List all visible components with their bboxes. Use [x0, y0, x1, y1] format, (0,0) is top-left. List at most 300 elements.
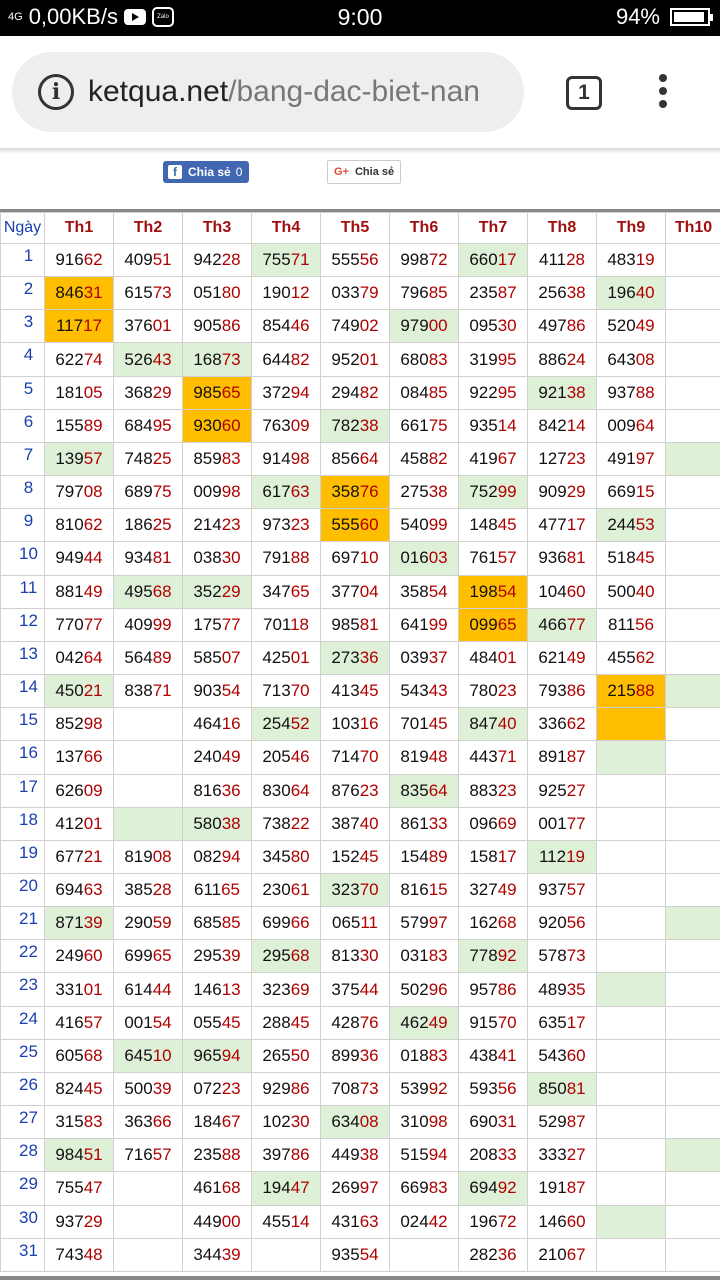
- table-row: [1, 310, 720, 343]
- prize-cell: [252, 1139, 321, 1172]
- prize-number-tail: 00: [428, 316, 448, 336]
- prize-number-tail: 38: [221, 813, 241, 833]
- prize-cell: [666, 873, 720, 906]
- day-link[interactable]: 8: [1, 476, 45, 509]
- day-link[interactable]: 30: [1, 1205, 45, 1238]
- prize-cell: [390, 840, 459, 873]
- prize-number-tail: 17: [497, 846, 517, 866]
- prize-cell: [459, 1006, 528, 1039]
- prize-number-tail: 38: [359, 1145, 379, 1165]
- prize-number-tail: 29: [83, 1211, 103, 1231]
- prize-cell: [45, 675, 114, 708]
- prize-number-tail: 40: [359, 813, 379, 833]
- prize-number-tail: 44: [83, 548, 103, 568]
- prize-cell: [45, 310, 114, 343]
- url-text[interactable]: [88, 74, 518, 110]
- prize-cell: [45, 409, 114, 442]
- prize-cell: [459, 310, 528, 343]
- prize-number-tail: 39: [221, 1244, 241, 1264]
- prize-cell: [45, 1139, 114, 1172]
- day-link[interactable]: 16: [1, 741, 45, 774]
- prize-number-tail: 86: [497, 979, 517, 999]
- prize-number-head: 743: [55, 1244, 84, 1264]
- prize-cell: [321, 1006, 390, 1039]
- prize-cell: [321, 244, 390, 277]
- prize-number-head: 102: [262, 1112, 291, 1132]
- prize-cell: [114, 1172, 183, 1205]
- prize-number-tail: 18: [290, 614, 310, 634]
- prize-cell: [183, 1006, 252, 1039]
- prize-cell: [390, 476, 459, 509]
- month-column-header: Th2: [114, 213, 183, 244]
- google-plus-share-button[interactable]: [327, 160, 401, 184]
- prize-number-head: 345: [262, 846, 291, 866]
- prize-cell: [528, 973, 597, 1006]
- prize-number-head: 368: [124, 382, 153, 402]
- prize-number-head: 543: [538, 1045, 567, 1065]
- prize-number-head: 644: [262, 349, 291, 369]
- prize-number-tail: 83: [428, 349, 448, 369]
- prize-cell: [183, 807, 252, 840]
- day-link[interactable]: 3: [1, 310, 45, 343]
- prize-cell: [114, 509, 183, 542]
- prize-number-tail: 99: [428, 515, 448, 535]
- prize-cell: [390, 409, 459, 442]
- prize-number-tail: 86: [290, 1078, 310, 1098]
- prize-number-tail: 07: [221, 647, 241, 667]
- prize-number-tail: 23: [497, 780, 517, 800]
- prize-cell: [252, 940, 321, 973]
- prize-number-tail: 45: [428, 714, 448, 734]
- prize-number-head: 184: [193, 1112, 222, 1132]
- prize-cell: [252, 708, 321, 741]
- prize-number-tail: 30: [359, 946, 379, 966]
- table-row: [1, 1006, 720, 1039]
- day-link[interactable]: 17: [1, 774, 45, 807]
- month-column-header: Th5: [321, 213, 390, 244]
- prize-number-tail: 30: [221, 548, 241, 568]
- prize-number-head: 273: [331, 647, 360, 667]
- prize-number-head: 295: [193, 946, 222, 966]
- prize-cell: [666, 1139, 720, 1172]
- zalo-icon: Zalo: [152, 7, 174, 27]
- prize-number-head: 797: [55, 482, 84, 502]
- day-link[interactable]: 11: [1, 575, 45, 608]
- prize-number-head: 244: [607, 515, 636, 535]
- prize-number-tail: 30: [290, 1112, 310, 1132]
- prize-number-tail: 87: [566, 747, 586, 767]
- google-plus-icon: G+: [334, 166, 349, 178]
- day-link[interactable]: 15: [1, 708, 45, 741]
- day-link[interactable]: 18: [1, 807, 45, 840]
- prize-number-tail: 63: [359, 1211, 379, 1231]
- prize-number-head: 615: [124, 283, 153, 303]
- day-link[interactable]: 14: [1, 675, 45, 708]
- prize-cell: [597, 774, 666, 807]
- prize-number-tail: 08: [635, 349, 655, 369]
- prize-number-head: 540: [400, 515, 429, 535]
- prize-number-tail: 16: [221, 714, 241, 734]
- table-row: [1, 1106, 720, 1139]
- prize-number-head: 645: [124, 1045, 153, 1065]
- day-link[interactable]: 25: [1, 1039, 45, 1072]
- prize-cell: [183, 509, 252, 542]
- prize-number-head: 949: [55, 548, 84, 568]
- day-link[interactable]: 24: [1, 1006, 45, 1039]
- prize-number-tail: 25: [152, 515, 172, 535]
- prize-number-head: 701: [400, 714, 429, 734]
- prize-cell: [666, 542, 720, 575]
- prize-number-head: 483: [607, 250, 636, 270]
- prize-cell: [183, 840, 252, 873]
- prize-cell: [459, 1238, 528, 1271]
- day-link[interactable]: 20: [1, 873, 45, 906]
- prize-number-tail: 86: [221, 316, 241, 336]
- prize-cell: [390, 376, 459, 409]
- prize-number-head: 319: [469, 349, 498, 369]
- prize-cell: [321, 1205, 390, 1238]
- prize-cell: [666, 774, 720, 807]
- prize-cell: [114, 807, 183, 840]
- prize-number-head: 455: [607, 647, 636, 667]
- prize-cell: [183, 376, 252, 409]
- prize-cell: [45, 1039, 114, 1072]
- prize-cell: [459, 409, 528, 442]
- prize-number-tail: 86: [566, 316, 586, 336]
- prize-number-tail: 98: [221, 482, 241, 502]
- day-link[interactable]: 4: [1, 343, 45, 376]
- prize-number-head: 154: [400, 846, 429, 866]
- prize-number-head: 155: [55, 415, 84, 435]
- prize-number-tail: 57: [152, 1145, 172, 1165]
- table-row: [1, 244, 720, 277]
- prize-number-head: 763: [262, 415, 291, 435]
- prize-number-head: 819: [400, 747, 429, 767]
- prize-cell: [114, 1006, 183, 1039]
- day-link[interactable]: 31: [1, 1238, 45, 1271]
- prize-cell: [390, 1039, 459, 1072]
- prize-cell: [597, 343, 666, 376]
- prize-number-tail: 72: [497, 1211, 517, 1231]
- prize-cell: [45, 907, 114, 940]
- day-link[interactable]: 23: [1, 973, 45, 1006]
- prize-cell: [597, 409, 666, 442]
- prize-number-tail: 60: [566, 1045, 586, 1065]
- prize-number-tail: 48: [428, 747, 448, 767]
- prize-number-head: 190: [262, 283, 291, 303]
- tab-switcher-button[interactable]: 1: [566, 76, 602, 110]
- facebook-share-button[interactable]: [163, 161, 249, 183]
- day-link[interactable]: 9: [1, 509, 45, 542]
- prize-number-head: 295: [262, 946, 291, 966]
- prize-number-tail: 65: [221, 880, 241, 900]
- prize-number-head: 051: [193, 283, 222, 303]
- prize-number-tail: 51: [152, 250, 172, 270]
- prize-cell: [528, 675, 597, 708]
- prize-number-head: 033: [331, 283, 360, 303]
- prize-number-head: 578: [538, 946, 567, 966]
- prize-cell: [597, 1006, 666, 1039]
- prize-cell: [528, 476, 597, 509]
- prize-cell: [528, 708, 597, 741]
- prize-number-tail: 50: [290, 1045, 310, 1065]
- prize-number-head: 397: [262, 1145, 291, 1165]
- prize-number-head: 778: [469, 946, 498, 966]
- prize-cell: [252, 1006, 321, 1039]
- prize-number-tail: 68: [290, 946, 310, 966]
- prize-number-tail: 49: [566, 647, 586, 667]
- prize-cell: [597, 1172, 666, 1205]
- prize-cell: [390, 641, 459, 674]
- prize-number-head: 001: [124, 1012, 153, 1032]
- prize-cell: [666, 675, 720, 708]
- prize-number-head: 921: [538, 382, 567, 402]
- prize-cell: [528, 575, 597, 608]
- prize-cell: [390, 873, 459, 906]
- prize-cell: [252, 907, 321, 940]
- prize-number-head: 713: [262, 681, 291, 701]
- prize-number-head: 282: [469, 1244, 498, 1264]
- table-row: [1, 376, 720, 409]
- prize-number-tail: 56: [359, 250, 379, 270]
- prize-number-tail: 33: [428, 813, 448, 833]
- prize-number-tail: 21: [83, 846, 103, 866]
- prize-number-head: 539: [400, 1078, 429, 1098]
- prize-number-tail: 76: [359, 1012, 379, 1032]
- prize-number-head: 162: [469, 913, 498, 933]
- day-column-header: Ngày: [1, 213, 45, 244]
- prize-cell: [45, 442, 114, 475]
- prize-number-tail: 71: [152, 681, 172, 701]
- prize-number-tail: 86: [290, 1145, 310, 1165]
- prize-cell: [114, 1106, 183, 1139]
- prize-number-head: 708: [331, 1078, 360, 1098]
- prize-cell: [459, 1139, 528, 1172]
- prize-cell: [183, 1106, 252, 1139]
- prize-number-head: 484: [469, 647, 498, 667]
- prize-cell: [321, 774, 390, 807]
- prize-number-tail: 71: [290, 250, 310, 270]
- prize-number-head: 699: [262, 913, 291, 933]
- prize-number-head: 347: [262, 581, 291, 601]
- prize-number-head: 450: [55, 681, 84, 701]
- prize-cell: [390, 807, 459, 840]
- prize-number-tail: 44: [359, 979, 379, 999]
- prize-cell: [321, 873, 390, 906]
- table-row: [1, 1072, 720, 1105]
- table-row: [1, 741, 720, 774]
- prize-number-tail: 71: [497, 747, 517, 767]
- more-menu-icon[interactable]: [656, 74, 670, 114]
- prize-number-tail: 70: [359, 880, 379, 900]
- prize-number-head: 543: [400, 681, 429, 701]
- prize-number-tail: 38: [566, 382, 586, 402]
- prize-number-tail: 94: [428, 1145, 448, 1165]
- prize-number-tail: 45: [221, 1012, 241, 1032]
- prize-cell: [45, 774, 114, 807]
- prize-number-tail: 69: [497, 813, 517, 833]
- prize-number-head: 579: [400, 913, 429, 933]
- month-column-header: Th1: [45, 213, 114, 244]
- prize-cell: [252, 1238, 321, 1271]
- prize-cell: [666, 343, 720, 376]
- prize-number-tail: 08: [359, 1112, 379, 1132]
- prize-cell: [528, 1205, 597, 1238]
- prize-cell: [45, 1072, 114, 1105]
- prize-number-tail: 73: [221, 349, 241, 369]
- day-link[interactable]: 22: [1, 940, 45, 973]
- prize-number-tail: 17: [497, 250, 517, 270]
- prize-number-tail: 01: [290, 647, 310, 667]
- prize-number-head: 500: [124, 1078, 153, 1098]
- prize-number-tail: 27: [566, 1145, 586, 1165]
- prize-number-tail: 81: [566, 1078, 586, 1098]
- prize-number-tail: 23: [221, 515, 241, 535]
- prize-cell: [597, 376, 666, 409]
- prize-cell: [45, 807, 114, 840]
- status-bar: [0, 0, 720, 36]
- prize-number-head: 835: [400, 780, 429, 800]
- prize-number-tail: 10: [152, 1045, 172, 1065]
- prize-cell: [459, 376, 528, 409]
- day-link[interactable]: 12: [1, 608, 45, 641]
- prize-number-tail: 38: [566, 283, 586, 303]
- prize-number-head: 694: [469, 1178, 498, 1198]
- address-bar[interactable]: [12, 52, 524, 132]
- prize-number-tail: 64: [635, 415, 655, 435]
- prize-number-tail: 76: [359, 482, 379, 502]
- prize-number-tail: 98: [83, 714, 103, 734]
- prize-number-tail: 83: [83, 1112, 103, 1132]
- prize-number-head: 455: [262, 1211, 291, 1231]
- prize-cell: [45, 1106, 114, 1139]
- prize-number-head: 411: [538, 250, 567, 270]
- prize-number-tail: 05: [83, 382, 103, 402]
- table-body: [1, 244, 720, 1272]
- prize-cell: [597, 940, 666, 973]
- facebook-share-label: Chia sẻ: [188, 165, 231, 179]
- prize-number-head: 791: [262, 548, 291, 568]
- prize-cell: [252, 277, 321, 310]
- prize-number-head: 564: [124, 647, 153, 667]
- prize-number-head: 856: [331, 449, 360, 469]
- prize-cell: [390, 675, 459, 708]
- prize-number-tail: 67: [497, 449, 517, 469]
- prize-cell: [321, 940, 390, 973]
- day-link[interactable]: 13: [1, 641, 45, 674]
- prize-number-tail: 87: [566, 1178, 586, 1198]
- table-row: [1, 1172, 720, 1205]
- prize-number-head: 210: [538, 1244, 567, 1264]
- prize-number-tail: 23: [359, 780, 379, 800]
- prize-number-head: 196: [469, 1211, 498, 1231]
- day-link[interactable]: 7: [1, 442, 45, 475]
- day-link[interactable]: 28: [1, 1139, 45, 1172]
- prize-cell: [666, 807, 720, 840]
- prize-number-tail: 01: [83, 813, 103, 833]
- prize-cell: [321, 973, 390, 1006]
- prize-number-head: 957: [469, 979, 498, 999]
- day-link[interactable]: 2: [1, 277, 45, 310]
- day-link[interactable]: 1: [1, 244, 45, 277]
- prize-number-head: 998: [400, 250, 429, 270]
- prize-number-tail: 62: [566, 714, 586, 734]
- prize-number-tail: 29: [152, 382, 172, 402]
- prize-number-tail: 45: [83, 1078, 103, 1098]
- day-link[interactable]: 10: [1, 542, 45, 575]
- prize-number-tail: 70: [290, 681, 310, 701]
- prize-number-tail: 81: [566, 548, 586, 568]
- prize-number-tail: 23: [566, 449, 586, 469]
- prize-number-tail: 67: [221, 1112, 241, 1132]
- day-link[interactable]: 26: [1, 1072, 45, 1105]
- prize-number-head: 930: [193, 415, 222, 435]
- day-link[interactable]: 6: [1, 409, 45, 442]
- prize-number-tail: 40: [497, 714, 517, 734]
- prize-cell: [321, 741, 390, 774]
- day-link[interactable]: 29: [1, 1172, 45, 1205]
- table-header-row: [1, 213, 720, 244]
- prize-number-head: 689: [124, 482, 153, 502]
- prize-cell: [528, 608, 597, 641]
- day-link[interactable]: 5: [1, 376, 45, 409]
- prize-number-tail: 95: [497, 349, 517, 369]
- prize-number-head: 181: [55, 382, 84, 402]
- prize-cell: [45, 1006, 114, 1039]
- prize-cell: [114, 1205, 183, 1238]
- prize-number-tail: 29: [566, 482, 586, 502]
- prize-cell: [252, 575, 321, 608]
- month-column-header: Th6: [390, 213, 459, 244]
- prize-number-head: 431: [331, 1211, 360, 1231]
- prize-number-head: 847: [469, 714, 498, 734]
- day-link[interactable]: 21: [1, 907, 45, 940]
- prize-cell: [114, 409, 183, 442]
- prize-number-tail: 39: [221, 946, 241, 966]
- prize-cell: [390, 1205, 459, 1238]
- prize-number-tail: 64: [428, 780, 448, 800]
- prize-number-tail: 88: [221, 1145, 241, 1165]
- prize-number-head: 038: [193, 548, 222, 568]
- prize-number-tail: 82: [359, 382, 379, 402]
- prize-cell: [528, 641, 597, 674]
- prize-cell: [459, 244, 528, 277]
- prize-cell: [597, 1072, 666, 1105]
- prize-cell: [597, 641, 666, 674]
- prize-number-head: 937: [607, 382, 636, 402]
- day-link[interactable]: 27: [1, 1106, 45, 1139]
- prize-number-head: 846: [55, 283, 84, 303]
- table-row: [1, 409, 720, 442]
- prize-cell: [459, 907, 528, 940]
- prize-number-head: 515: [400, 1145, 429, 1165]
- prize-number-tail: 56: [497, 1078, 517, 1098]
- prize-cell: [321, 907, 390, 940]
- prize-number-head: 716: [124, 1145, 153, 1165]
- prize-number-head: 497: [538, 316, 567, 336]
- prize-number-tail: 23: [497, 681, 517, 701]
- prize-cell: [597, 608, 666, 641]
- prize-number-head: 984: [55, 1145, 84, 1165]
- day-link[interactable]: 19: [1, 840, 45, 873]
- info-icon[interactable]: i: [38, 74, 74, 110]
- prize-number-tail: 74: [83, 349, 103, 369]
- prize-cell: [45, 343, 114, 376]
- prize-number-head: 327: [469, 880, 498, 900]
- prize-number-head: 830: [262, 780, 291, 800]
- prize-number-tail: 85: [428, 382, 448, 402]
- prize-cell: [321, 708, 390, 741]
